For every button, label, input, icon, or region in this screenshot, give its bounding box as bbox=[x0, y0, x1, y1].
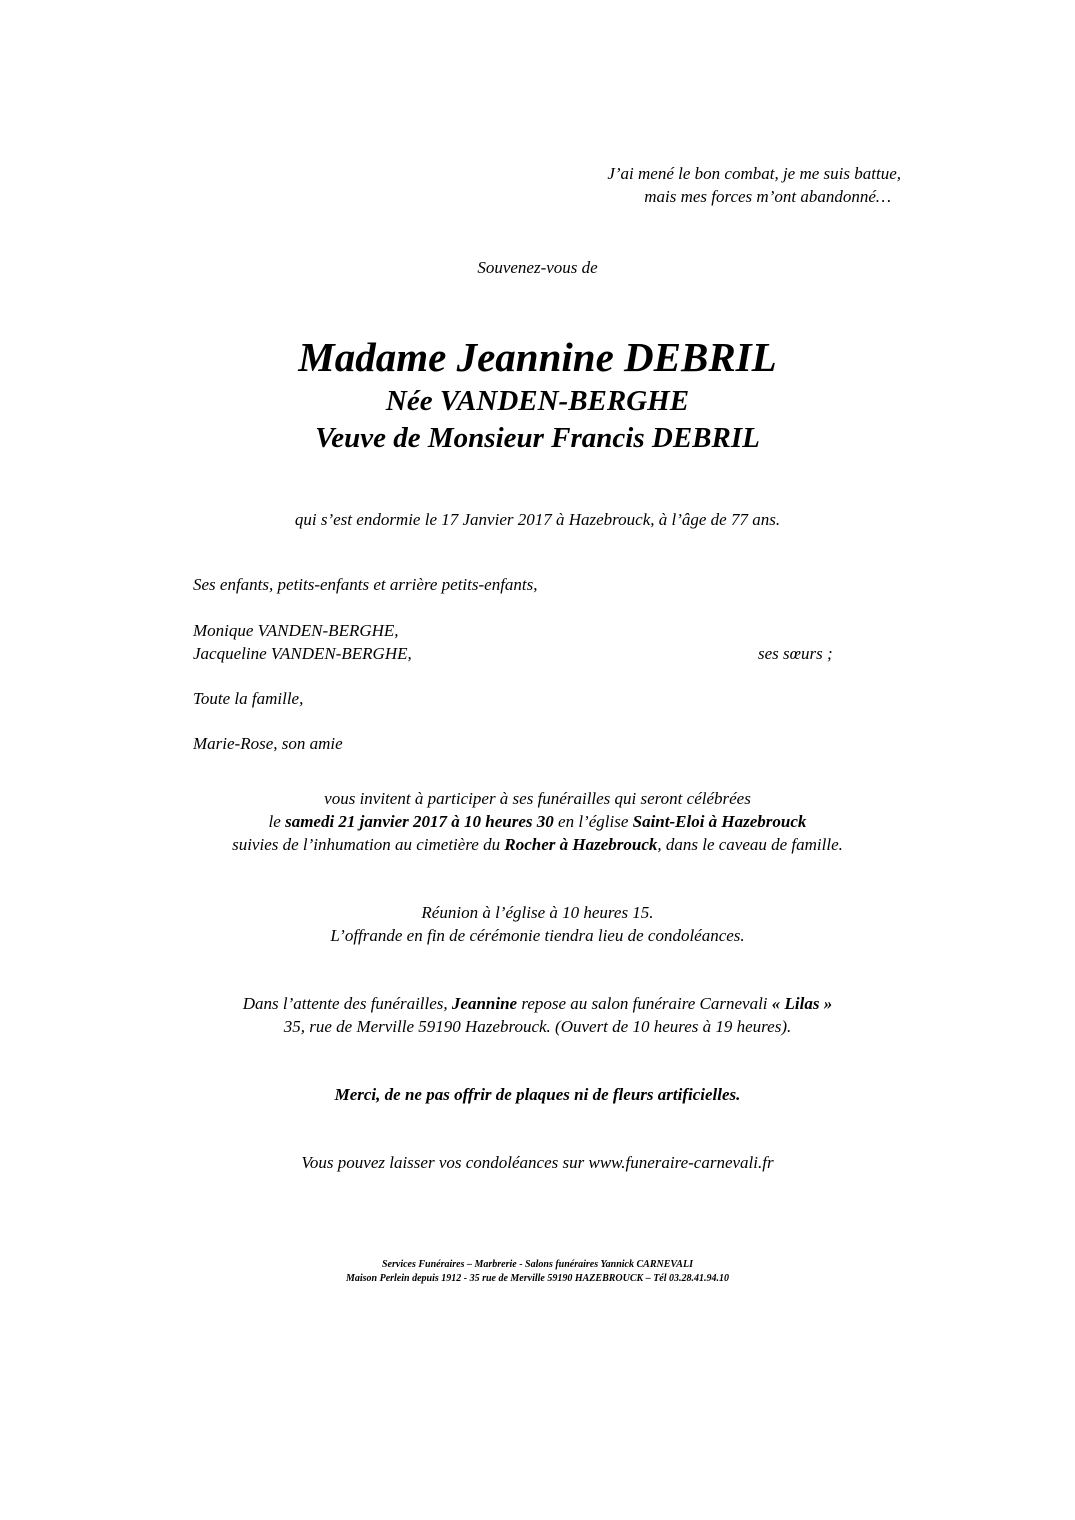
family-sisters-label: ses sœurs ; bbox=[758, 644, 833, 663]
burial-suffix: , dans le caveau de famille. bbox=[657, 835, 843, 854]
family-sister-1: Monique VANDEN-BERGHE, bbox=[193, 621, 399, 640]
deceased-maiden-name: Née VANDEN-BERGHE bbox=[385, 385, 690, 417]
invitation-church-prefix: en l’église bbox=[553, 812, 633, 831]
deceased-name: Madame Jeannine DEBRIL bbox=[298, 334, 777, 380]
burial-prefix: suivies de l’inhumation au cimetière du bbox=[232, 835, 505, 854]
rest-prefix: Dans l’attente des funérailles, bbox=[242, 994, 452, 1013]
meeting-line-1: Réunion à l’église à 10 heures 15. bbox=[421, 903, 654, 922]
burial-cemetery: Rocher à Hazebrouck bbox=[504, 835, 658, 854]
invitation-line-2 bbox=[0, 812, 1075, 832]
invitation-prefix: le bbox=[268, 812, 286, 831]
rest-salon: « Lilas » bbox=[771, 994, 833, 1013]
flowers-request: Merci, de ne pas offrir de plaques ni de fleurs artificielles. bbox=[334, 1085, 741, 1104]
funeral-church: Saint-Eloi à Hazebrouck bbox=[632, 812, 807, 831]
footer-line-1: Services Funéraires – Marbrerie - Salons funéraires Yannick CARNEVALI bbox=[382, 1259, 693, 1270]
epigraph-line-1: J’ai mené le bon combat, je me suis battue, bbox=[607, 164, 901, 183]
rest-middle: repose au salon funéraire Carnevali bbox=[517, 994, 772, 1013]
epigraph-line-2: mais mes forces m’ont abandonné… bbox=[644, 187, 891, 206]
invitation-line-1: vous invitent à participer à ses funérailles qui seront célébrées bbox=[324, 789, 751, 808]
rest-name: Jeannine bbox=[451, 994, 518, 1013]
family-all: Toute la famille, bbox=[193, 689, 304, 708]
family-friend: Marie-Rose, son amie bbox=[193, 734, 343, 753]
meeting-line-2: L’offrande en fin de cérémonie tiendra lieu de condoléances. bbox=[330, 926, 745, 945]
footer-line-2: Maison Perlein depuis 1912 - 35 rue de Merville 59190 HAZEBROUCK – Tél 03.28.41.94.10 bbox=[345, 1273, 730, 1284]
rest-line-1 bbox=[0, 994, 1075, 1014]
death-notice: qui s’est endormie le 17 Janvier 2017 à Hazebrouck, à l’âge de 77 ans. bbox=[294, 510, 781, 529]
deceased-widow-of: Veuve de Monsieur Francis DEBRIL bbox=[315, 422, 760, 454]
invitation-line-3 bbox=[0, 835, 1075, 855]
rest-line-2: 35, rue de Merville 59190 Hazebrouck. (Ouvert de 10 heures à 19 heures). bbox=[283, 1017, 792, 1036]
condolences-note: Vous pouvez laisser vos condoléances sur www.funeraire-carnevali.fr bbox=[301, 1153, 774, 1172]
family-children: Ses enfants, petits-enfants et arrière petits-enfants, bbox=[193, 575, 538, 594]
funeral-date: samedi 21 janvier 2017 à 10 heures 30 bbox=[285, 812, 554, 831]
intro-text: Souvenez-vous de bbox=[477, 258, 598, 277]
family-sister-2: Jacqueline VANDEN-BERGHE, bbox=[193, 644, 412, 663]
